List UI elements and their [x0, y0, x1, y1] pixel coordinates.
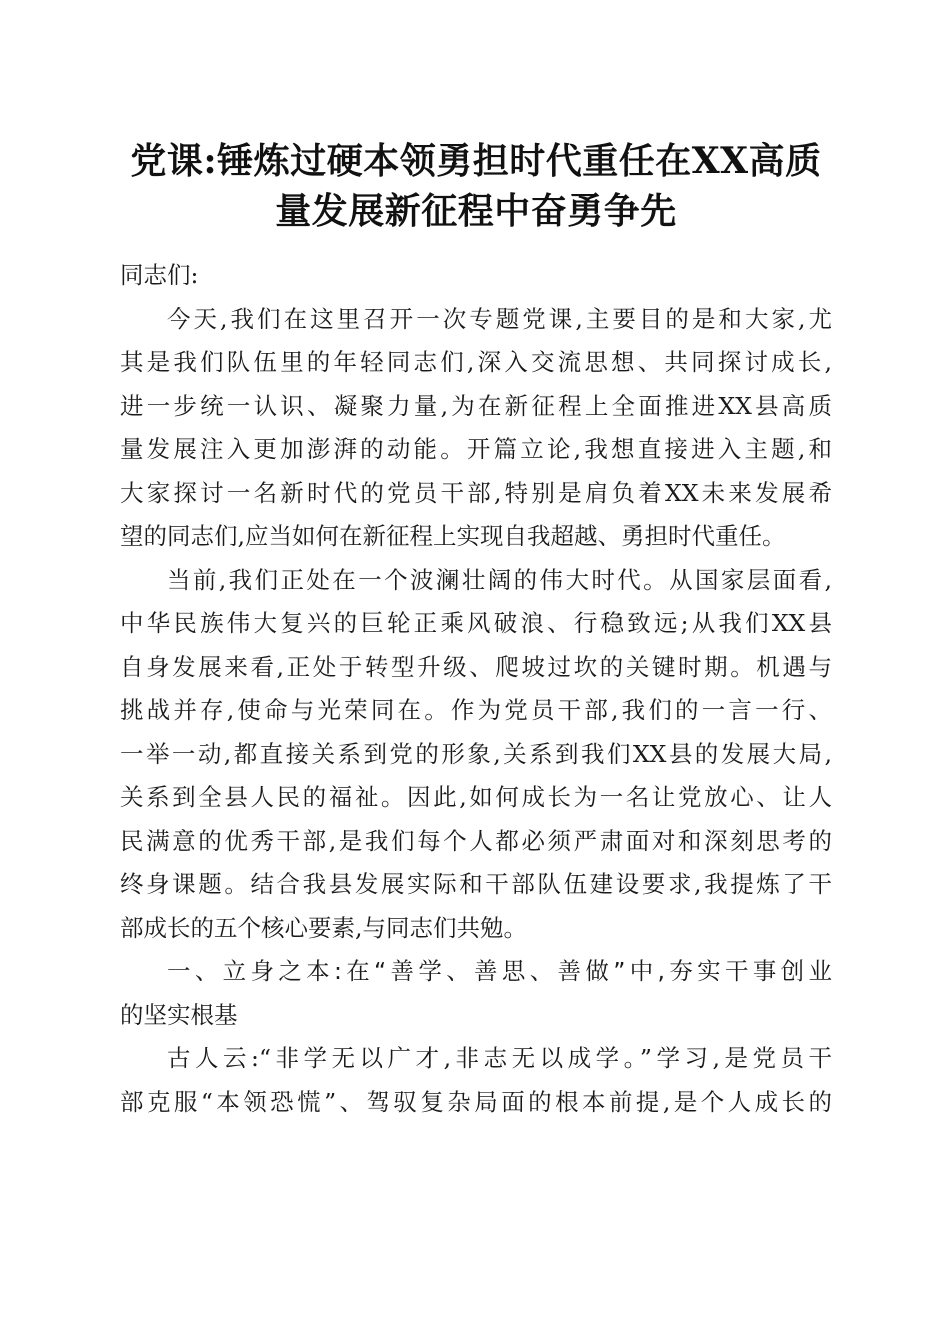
paragraph-line: 终身课题。结合我县发展实际和干部队伍建设要求,我提炼了干 — [120, 870, 832, 898]
paragraph-line: 大家探讨一名新时代的党员干部,特别是肩负着XX未来发展希 — [120, 478, 832, 507]
paragraph-line: 望的同志们,应当如何在新征程上实现自我超越、勇担时代重任。 — [120, 522, 786, 550]
paragraph-line: 其是我们队伍里的年轻同志们,深入交流思想、共同探讨成长, — [120, 348, 832, 376]
paragraph-line: 今天,我们在这里召开一次专题党课,主要目的是和大家,尤 — [167, 304, 832, 333]
paragraph-line: 量发展注入更加澎湃的动能。开篇立论,我想直接进入主题,和 — [120, 435, 832, 463]
section-heading-1 — [120, 950, 832, 1037]
paragraph-intro — [120, 298, 832, 559]
title-line: 量发展新征程中奋勇争先 — [275, 190, 677, 232]
section-heading-line: 的坚实根基 — [120, 1000, 238, 1029]
paragraph-line: 当前,我们正处在一个波澜壮阔的伟大时代。从国家层面看, — [167, 565, 832, 594]
paragraph-line: 自身发展来看,正处于转型升级、爬坡过坎的关键时期。机遇与 — [120, 652, 832, 681]
paragraph-line: 进一步统一认识、凝聚力量,为在新征程上全面推进XX县高质 — [120, 391, 832, 420]
paragraph-line: 中华民族伟大复兴的巨轮正乘风破浪、行稳致远;从我们XX县 — [120, 609, 832, 637]
salutation: 同志们: — [120, 261, 199, 289]
section-heading-line: 一、立身之本:在“善学、善思、善做”中,夯实干事创业 — [167, 957, 832, 985]
document-body — [120, 254, 832, 1124]
paragraph-line: 古人云:“非学无以广才,非志无以成学。”学习,是党员干 — [167, 1044, 832, 1072]
paragraph-line: 民满意的优秀干部,是我们每个人都必须严肃面对和深刻思考的 — [120, 826, 832, 855]
paragraph-line: 部克服“本领恐慌”、驾驭复杂局面的根本前提,是个人成长的 — [120, 1087, 832, 1116]
paragraph-line: 挑战并存,使命与光荣同在。作为党员干部,我们的一言一行、 — [120, 696, 832, 724]
paragraph-line: 部成长的五个核心要素,与同志们共勉。 — [120, 913, 527, 942]
title-line: 党课:锤炼过硬本领勇担时代重任在XX高质 — [130, 140, 822, 182]
document-title — [120, 136, 832, 236]
paragraph-line: 关系到全县人民的福祉。因此,如何成长为一名让党放心、让人 — [120, 783, 832, 811]
paragraph-line: 一举一动,都直接关系到党的形象,关系到我们XX县的发展大局, — [120, 739, 832, 768]
paragraph-context — [120, 559, 832, 951]
paragraph-learning — [120, 1037, 832, 1124]
